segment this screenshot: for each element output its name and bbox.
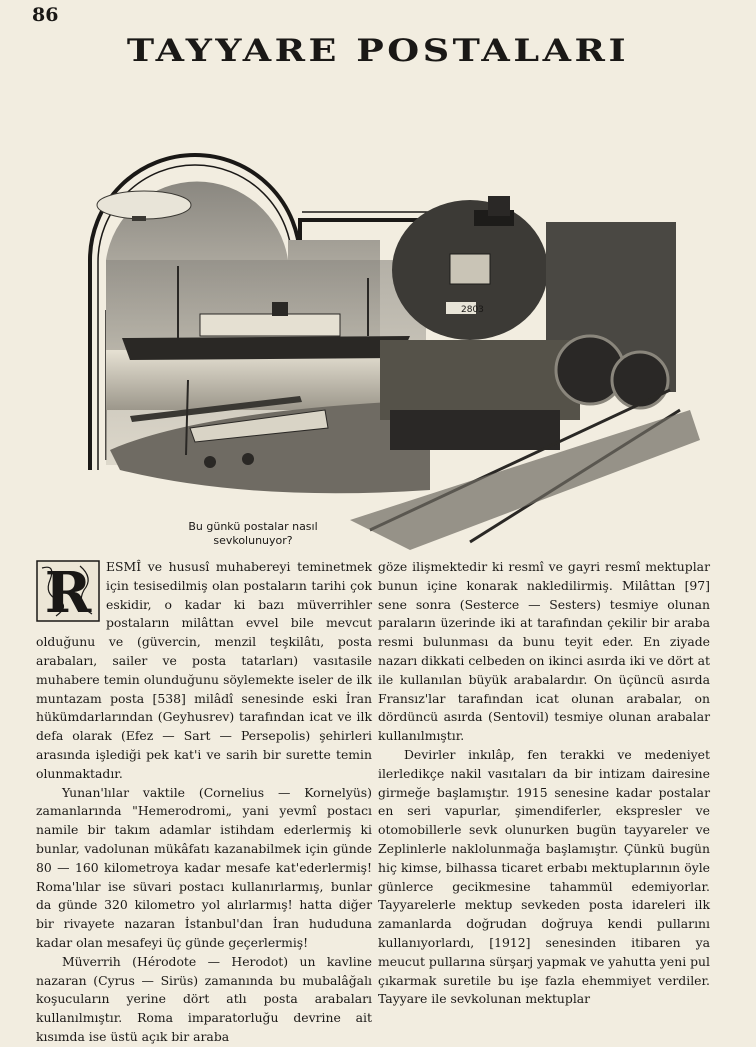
locomotive-number-plate: 2803 — [461, 305, 484, 315]
article-left-column — [36, 558, 372, 1047]
article-paragraph: Yunan'lılar vaktile (Cornelius — Kornelyüs) zamanlarında "Hemerodromi„ yani yevmî postacı namile bir takım adamlar istihdam ederlermiş ki bunlar, vadolunan mükâfatı kazanabilmek için günde 80 — 160 kilometroya kadar mesafe kat'ederlermiş! Roma'lılar ise süvari postacı kullanırlarmış, bunlar da günde 320 kilometro yol alırlarmış! hatta diğer bir rivayete nazaran İstanbul'dan İran hududuna kadar olan mesafeyi üç günde geçerlermiş! — [36, 784, 372, 950]
article-paragraph: göze ilişmektedir ki resmî ve gayri resmî mektuplar bunun içine konarak nakledilirmiş. Milâttan [97] sene sonra (Sesterce — Sesters) tesmiye olunan paraların üzerinde iki at tarafından çekilir bir araba resmi bulunması da bunu teyit eder. En ziyade nazarı dikkati celbeden on ikinci asırda iki ve dört at ile kullanılan büyük arabalardır. On üçüncü asırda Fransız'lar tarafından icat olunan arabalar, on dördüncü asırda (Sentovil) tesmiye olunan arabalar kullanılmıştır. — [378, 559, 710, 744]
article-paragraph: Müverrih (Hérodote — Herodot) un kavline nazaran (Cyrus — Sirüs) zamanında bu mubalâğalı koşucuların yerine dört atlı posta arabaları kullanılmıştır. Roma imparatorluğu devrine ait kısımda ise üstü açık bir araba — [36, 953, 372, 1044]
article-paragraph: ESMÎ ve hususî muhabereyi teminetmek için tesisedilmiş olan postaların tarihi çok eskidir, o kadar ki bazı müverrihler postaların milâttan evvel bile mevcut olduğunu ve (güvercin, menzil teşkilâtı, posta arabaları, sailer ve posta tatarları) vasıtasile muhabere temin olunduğunu söylemekte iseler de ilk muntazam posta [538] milâdî senesinde eski İran hükümdarlarından (Geyhusrev) tarafından icat ve ilk defa olarak (Efez — Sart — Persepolis) şehirleri arasında işlediği pek kat'i ve sarih bir surette temin olunmaktadır. — [36, 559, 372, 781]
article-right-column — [378, 558, 710, 1009]
postal-transport-illustration — [50, 110, 700, 550]
article-paragraph: Devirler inkılâp, fen terakki ve medeniyet ilerledikçe nakil vasıtaları da bir intizam dairesine girmeğe başlamıştır. 1915 senesine kadar postalar en seri vapurlar, şimendiferler, ekspresler ve otomobillerle sevk olunurken bugün tayyareler ve Zeplinlerle naklolunmağa başlamıştır. Çünkü bugün hiç kimse, bilhassa ticaret erbabı mektuplarının öyle günlerce gecikmesine tahammül edemiyorlar. Tayyarelerle mektup sevkeden posta idareleri ilk zamanlarda doğrudan doğruya kendi pullarını kullanıyorlardı, [1912] senesinden itibaren ya meucut pullarına sürşarj yapmak ve yahutta yeni pul çıkarmak suretile bu işe fazla ehemmiyet verdiler. Tayyare ile sevkolunan mektuplar — [378, 746, 710, 1007]
page-title: TAYYARE POSTALARI — [126, 33, 630, 69]
dropcap-letter: R — [44, 560, 92, 622]
ornamental-dropcap-icon — [36, 560, 100, 622]
illustration-caption: Bu günkü postalar nasıl sevkolunuyor? — [188, 520, 318, 547]
steam-locomotive-icon — [380, 196, 676, 450]
page-number: 86 — [32, 4, 59, 26]
